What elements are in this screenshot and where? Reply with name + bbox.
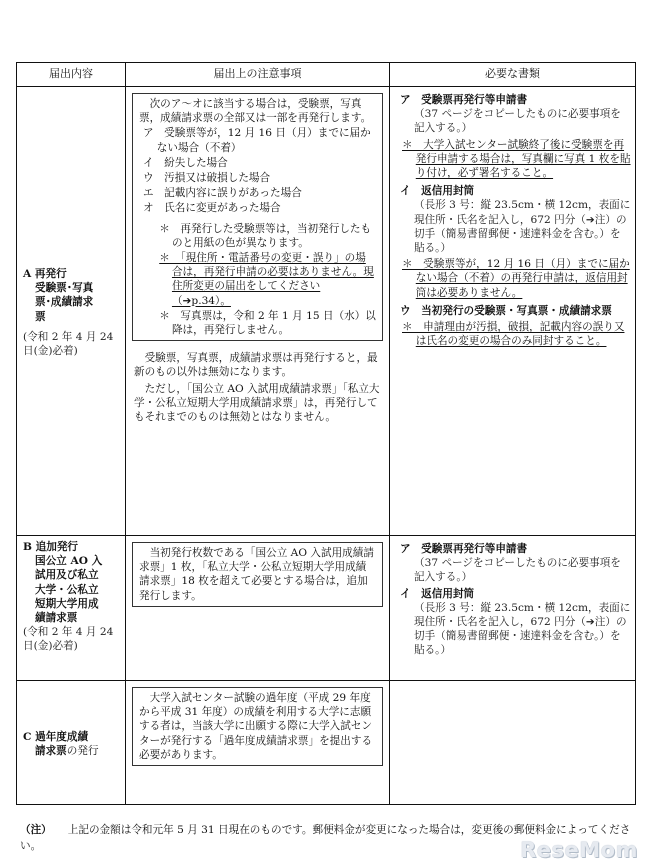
footnote-label: （注） [20, 824, 52, 836]
section-a-label [17, 87, 126, 536]
section-c-label [17, 681, 126, 805]
header-col3: 必要な書類 [390, 63, 636, 87]
section-a-docs [390, 87, 636, 536]
section-b-line4: 短期大学用成 [35, 597, 99, 610]
section-a-frame [132, 93, 383, 341]
condition-u: ウ 汚損又は破損した場合 [143, 172, 271, 185]
section-b-line5: 績請求票 [35, 612, 78, 625]
section-b-title: B 追加発行 [23, 541, 79, 553]
doc-envelope-note: ＊ 受験票等が，12 月 16 日（月）までに届かない場合（不着）の再発行申請は，返信用封筒は必要ありません。 [402, 258, 630, 299]
section-a-para2: ただし，「国公立 AO 入試用成績請求票」「私立大学・公私立短期大学用成績請求票」は，再発行してもそれまでのものは無効とはなりません。 [134, 382, 380, 424]
resemom-logo: ReseMom [520, 838, 638, 862]
section-b-line3: 大学・公私立 [35, 583, 99, 596]
section-c-notes [126, 681, 390, 805]
section-a-line3: 票 [35, 310, 46, 323]
doc-return-envelope: イ 返信用封筒 [400, 185, 475, 198]
row-past-year [17, 681, 636, 805]
section-a-para1: 受験票，写真票，成績請求票は再発行すると，最新のもの以外は無効になります。 [134, 352, 378, 379]
section-a-intro: 次のア～オに該当する場合は，受験票，写真票，成績請求票の全部又は一部を再発行します。 [139, 98, 372, 125]
header-col2: 届出上の注意事項 [126, 63, 390, 87]
section-c-line2: 請求票の発行 [35, 745, 99, 757]
note-photo: ＊ 写真票は，令和 2 年 1 月 15 日（水）以降は，再発行しません。 [159, 309, 376, 337]
section-a-line2: 票･成績請求 [35, 296, 94, 309]
doc-enclose-note: ＊ 申請理由が汚損，破損，記載内容の誤り又は氏名の変更の場合のみ同封すること。 [402, 321, 625, 348]
section-b-frame [132, 542, 383, 607]
row-additional [17, 536, 636, 681]
section-c-title: C 過年度成績 [23, 730, 89, 743]
row-reissue [17, 87, 636, 536]
section-b-line2: 試用及び私立 [35, 569, 99, 582]
doc-reissue-form: ア 受験票再発行等申請書 [400, 94, 528, 106]
doc-reissue-form-desc: （37 ページをコピーしたものに必要事項を記入する。） [414, 108, 621, 135]
section-b-label [17, 536, 126, 681]
section-c-frame [132, 687, 383, 766]
section-a-line1: 受験票･写真 [35, 282, 94, 295]
doc-b-return-envelope-desc: （長形 3 号：縦 23.5cm・横 12cm，表面に現住所・氏名を記入し，672 円分（➔注）の切手（簡易書留郵便・速達料金を含む。）を貼る。） [414, 601, 631, 657]
condition-e: エ 記載内容に誤りがあった場合 [143, 187, 302, 200]
section-c-suffix: の発行 [66, 745, 99, 757]
section-b-deadline: (令和 2 年 4 月 24 日(金)必着) [23, 626, 114, 653]
section-a-title: A 再発行 [23, 267, 67, 280]
doc-b-reissue-form: ア 受験票再発行等申請書 [400, 543, 528, 555]
doc-b-return-envelope: イ 返信用封筒 [400, 587, 475, 600]
section-c-docs [390, 681, 636, 805]
section-b-text: 当初発行枚数である「国公立 AO 入試用成績請求票」1 枚，「私立大学・公私立短期大学用成績請求票」18 枚を超えて必要とする場合は，追加発行します。 [139, 547, 374, 602]
note-address: ＊ 「現住所・電話番号の変更・誤り」の場合は，再発行申請の必要はありません。現住所変更の届出をしてください（➔p.34）。 [159, 252, 374, 307]
doc-b-reissue-form-desc: （37 ページをコピーしたものに必要事項を記入する。） [414, 557, 621, 584]
header-col1: 届出内容 [17, 63, 126, 87]
section-b-docs [390, 536, 636, 681]
doc-return-envelope-desc: （長形 3 号：縦 23.5cm・横 12cm，表面に現住所・氏名を記入し，672 円分（➔注）の切手（簡易書留郵便・速達料金を含む。）を貼る。） [414, 199, 631, 255]
section-b-notes [126, 536, 390, 681]
table-header-row [17, 63, 636, 87]
section-a-deadline: (令和 2 年 4 月 24 日(金)必着) [23, 330, 114, 357]
doc-original-tickets: ウ 当初発行の受験票・写真票・成績請求票 [400, 304, 612, 317]
doc-photo-note: ＊ 大学入試センター試験終了後に受験票を再発行申請する場合は，写真欄に写真 1 枚を貼り付け，必ず署名すること。 [402, 138, 631, 180]
note-color: ＊ 再発行した受験票等は，当初発行したものと用紙の色が異なります。 [159, 222, 372, 249]
condition-a: ア 受験票等が，12 月 16 日（月）までに届かない場合（不着） [143, 127, 371, 154]
footnote-text: 上記の金額は令和元年 5 月 31 日現在のものです。郵便料金が変更になった場合は，変更後の郵便料金によってください。 [20, 824, 631, 852]
section-b-line1: 国公立 AO 入 [35, 555, 103, 568]
condition-i: イ 紛失した場合 [143, 156, 228, 169]
section-a-notes [126, 87, 390, 536]
section-c-text: 大学入試センター試験の過年度（平成 29 年度から平成 31 年度）の成績を利用する大学に志願する者は，当該大学に出願する際に大学入試センターが発行する「過年度成績請求票」を提出する必要があります。 [139, 692, 373, 761]
info-table [16, 62, 636, 805]
condition-o: オ 氏名に変更があった場合 [143, 202, 281, 215]
